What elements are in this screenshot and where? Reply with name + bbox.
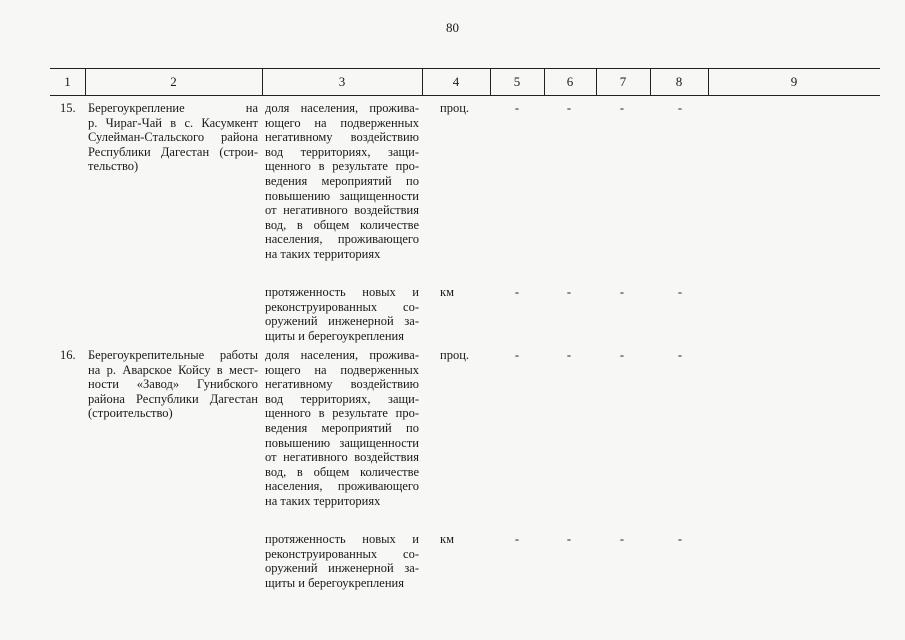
column-header-8: 8: [675, 74, 683, 89]
indicator-line: негативному воздействию: [265, 130, 419, 145]
indicator-line: повышению защищенности: [265, 188, 419, 203]
measure-name-text: Берегоукрепительные работы: [88, 348, 258, 362]
measure-name-line: [88, 101, 258, 116]
value-cell: -: [514, 532, 520, 546]
indicator-line: щенного в результате про-: [265, 406, 419, 421]
indicator-line: негативному воздействию: [265, 377, 419, 392]
row-number: 15.: [60, 101, 76, 115]
measure-name: [88, 101, 258, 174]
measure-name-line: [88, 406, 258, 421]
indicator-line: оружений инженерной за-: [265, 561, 419, 576]
value-cell: -: [514, 348, 520, 362]
indicator-line: реконструированных со-: [265, 299, 419, 314]
measure-name-text: (строительство): [88, 406, 173, 421]
page-number: 80: [446, 20, 459, 35]
indicator-text: [265, 101, 419, 262]
measure-name-text: Сулейман-Стальского района: [88, 130, 258, 145]
value-cell: -: [619, 348, 625, 362]
measure-name-text: на: [245, 101, 258, 115]
measure-name-line: [88, 116, 258, 131]
indicator-line: вод территориях, защи-: [265, 391, 419, 406]
measure-name-text: р. Чираг-Чай в с. Касумкент: [88, 115, 258, 130]
indicator-line: вод, в общем количестве: [265, 464, 419, 479]
value-cell: -: [677, 101, 683, 115]
value-cell: -: [514, 285, 520, 299]
measure-name-text: Республики Дагестан (строи-: [88, 144, 258, 159]
indicator-line: щенного в результате про-: [265, 159, 419, 174]
column-header-2: 2: [170, 74, 177, 89]
measure-name-text: ности «Завод» Гунибского: [88, 377, 258, 392]
unit-of-measure: проц.: [440, 348, 470, 362]
indicator-text: [265, 285, 419, 343]
indicator-line: ющего на подверженных: [265, 362, 419, 377]
value-cell: -: [566, 348, 572, 362]
indicator-line: населения, проживающего: [265, 232, 419, 247]
indicator-text: [265, 348, 419, 509]
measure-name-line: [88, 145, 258, 160]
indicator-line: населения, проживающего: [265, 479, 419, 494]
measure-name-line: [88, 377, 258, 392]
indicator-line: оружений инженерной за-: [265, 314, 419, 329]
indicator-line: от негативного воздействия: [265, 450, 419, 465]
column-header-4: 4: [452, 74, 460, 89]
value-cell: -: [619, 101, 625, 115]
indicator-line: протяженность новых и: [265, 285, 419, 299]
indicator-line: протяженность новых и: [265, 532, 419, 546]
value-cell: -: [619, 285, 625, 299]
indicator-line: щиты и берегоукрепления: [265, 575, 404, 590]
indicator-line: реконструированных со-: [265, 546, 419, 561]
indicator-text: [265, 532, 419, 590]
measure-name: [88, 348, 258, 421]
value-cell: -: [566, 532, 572, 546]
column-header-9: 9: [790, 74, 798, 89]
column-header-5: 5: [513, 74, 521, 89]
indicator-line: доля населения, прожива-: [265, 348, 419, 362]
value-cell: -: [514, 101, 520, 115]
indicator-line: вод, в общем количестве: [265, 217, 419, 232]
value-cell: -: [677, 532, 683, 546]
column-header-6: 6: [566, 74, 574, 89]
indicator-line: на таких территориях: [265, 246, 381, 261]
measure-name-line: [88, 130, 258, 145]
value-cell: -: [566, 101, 572, 115]
column-header-1: 1: [64, 74, 71, 89]
value-cell: -: [619, 532, 625, 546]
unit-of-measure: км: [440, 285, 454, 299]
unit-of-measure: км: [440, 532, 454, 546]
header-bottom-rule: [50, 95, 880, 96]
value-cell: -: [677, 348, 683, 362]
value-cell: -: [677, 285, 683, 299]
measure-name-line: [88, 363, 258, 378]
measure-name-text: тельство): [88, 159, 139, 174]
indicator-line: на таких территориях: [265, 493, 381, 508]
indicator-line: ведения мероприятий по: [265, 173, 419, 188]
measure-name-line: [88, 159, 258, 174]
measure-name-text: Берегоукрепление: [88, 101, 185, 115]
indicator-line: щиты и берегоукрепления: [265, 328, 404, 343]
measure-name-text: на р. Аварское Койсу в мест-: [88, 362, 258, 377]
measure-name-text: района Республики Дагестан: [88, 391, 258, 406]
unit-of-measure: проц.: [440, 101, 470, 115]
measure-name-line: [88, 348, 258, 363]
measure-name-line: [88, 392, 258, 407]
header-top-rule: [50, 68, 880, 69]
column-header-7: 7: [619, 74, 627, 89]
indicator-line: вод территориях, защи-: [265, 144, 419, 159]
indicator-line: ющего на подверженных: [265, 115, 419, 130]
row-number: 16.: [60, 348, 76, 362]
indicator-line: ведения мероприятий по: [265, 420, 419, 435]
value-cell: -: [566, 285, 572, 299]
column-header-3: 3: [338, 74, 346, 89]
indicator-line: повышению защищенности: [265, 435, 419, 450]
indicator-line: доля населения, прожива-: [265, 101, 419, 115]
indicator-line: от негативного воздействия: [265, 203, 419, 218]
